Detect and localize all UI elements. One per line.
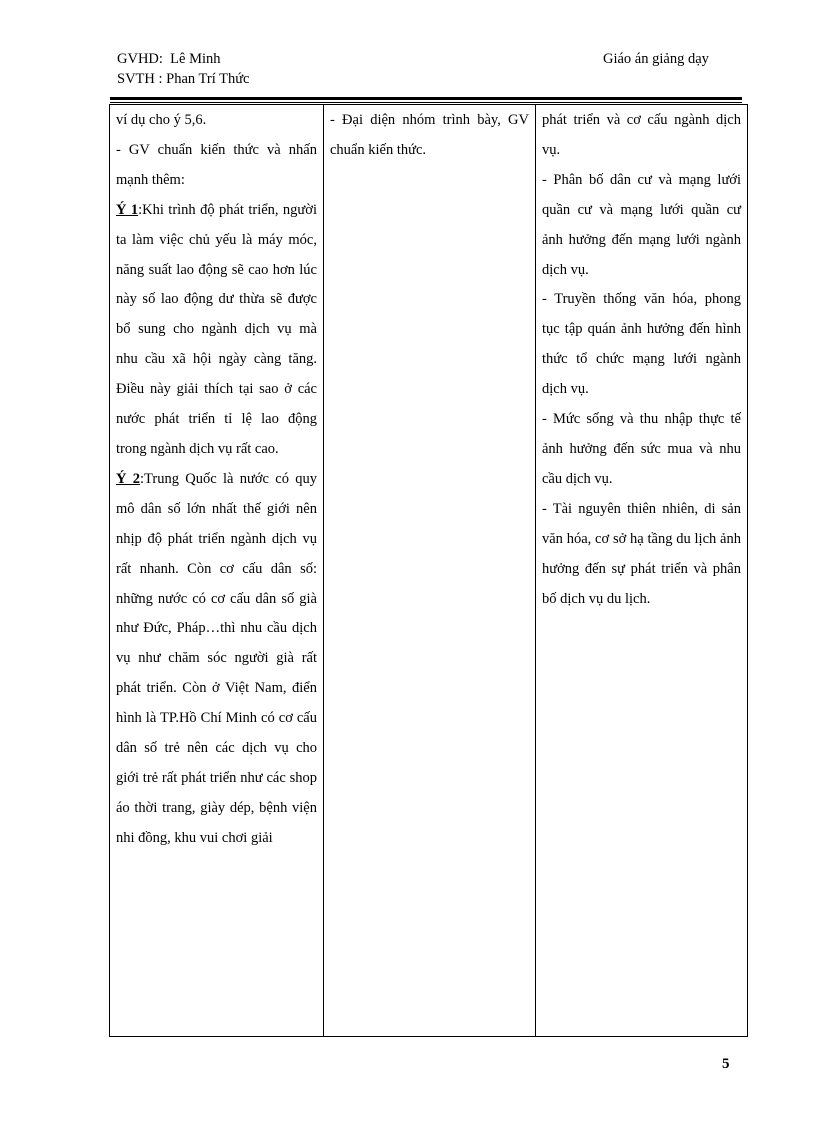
gvhd-label: GVHD: (117, 51, 163, 67)
column-teacher-activity (110, 105, 324, 1037)
y2-text: :Trung Quốc là nước có quy mô dân số lớn nhất thế giới nên nhịp độ phát triển ngành dịch vụ rất nhanh. Còn cơ cấu dân số: những nước có cơ cấu dân số già như Đức, Pháp…thì nhu cầu dịch vụ như chăm sóc người già rất phát triển. Còn ở Việt Nam, điển hình là TP.Hồ Chí Minh có cơ cấu dân số trẻ nên các dịch vụ cho giới trẻ rất phát triển như các shop áo thời trang, giày dép, bệnh viện nhi đồng, khu vui chơi giải (116, 470, 317, 846)
y2-label: Ý 2 (116, 470, 141, 487)
svth-line (117, 69, 250, 89)
header-rule-thick (110, 97, 742, 100)
content-p3: - Truyền thống văn hóa, phong tục tập quán ảnh hưởng đến hình thức tổ chức mạng lưới ngành dịch vụ. (542, 291, 741, 398)
gvhd-line (117, 49, 250, 69)
svth-label: SVTH : (117, 71, 163, 87)
content-p5: - Tài nguyên thiên nhiên, di sản văn hóa, cơ sở hạ tầng du lịch ảnh hưởng đến sự phát triển và phân bố dịch vụ du lịch. (542, 500, 741, 607)
column-student-activity (324, 105, 536, 1037)
page-number: 5 (722, 1056, 730, 1072)
content-p4: - Mức sống và thu nhập thực tế ảnh hưởng đến sức mua và nhu cầu dịch vụ. (542, 411, 741, 487)
gv-note: - GV chuẩn kiến thức và nhấn mạnh thêm: (116, 141, 317, 188)
content-p1: phát triển và cơ cấu ngành dịch vụ. (542, 112, 741, 158)
student-activity-text: - Đại diện nhóm trình bày, GV chuẩn kiến thức. (330, 112, 529, 158)
header-rule-thin (110, 102, 742, 103)
y1-label: Ý 1 (116, 201, 139, 218)
y2-paragraph (116, 465, 317, 854)
header-left (117, 49, 250, 89)
lesson-table (109, 104, 748, 1037)
gvhd-name: Lê Minh (170, 51, 221, 67)
content-p2: - Phân bố dân cư và mạng lưới quần cư và mạng lưới quần cư ảnh hưởng đến mạng lưới ngành dịch vụ. (542, 171, 741, 278)
doc-type: Giáo án giảng dạy (603, 51, 709, 67)
column-content (536, 105, 748, 1037)
intro-text: ví dụ cho ý 5,6. (116, 112, 207, 128)
y1-paragraph (116, 196, 317, 465)
svth-name: Phan Trí Thức (166, 71, 250, 87)
table-row (110, 105, 748, 1037)
y1-text: :Khi trình độ phát triển, người ta làm việc chủ yếu là máy móc, năng suất lao động sẽ cao hơn lúc này số lao động dư thừa sẽ được bổ sung cho ngành dịch vụ mà nhu cầu xã hội ngày càng tăng. Điều này giải thích tại sao ở các nước phát triển tỉ lệ lao động trong ngành dịch vụ rất cao. (116, 201, 317, 457)
